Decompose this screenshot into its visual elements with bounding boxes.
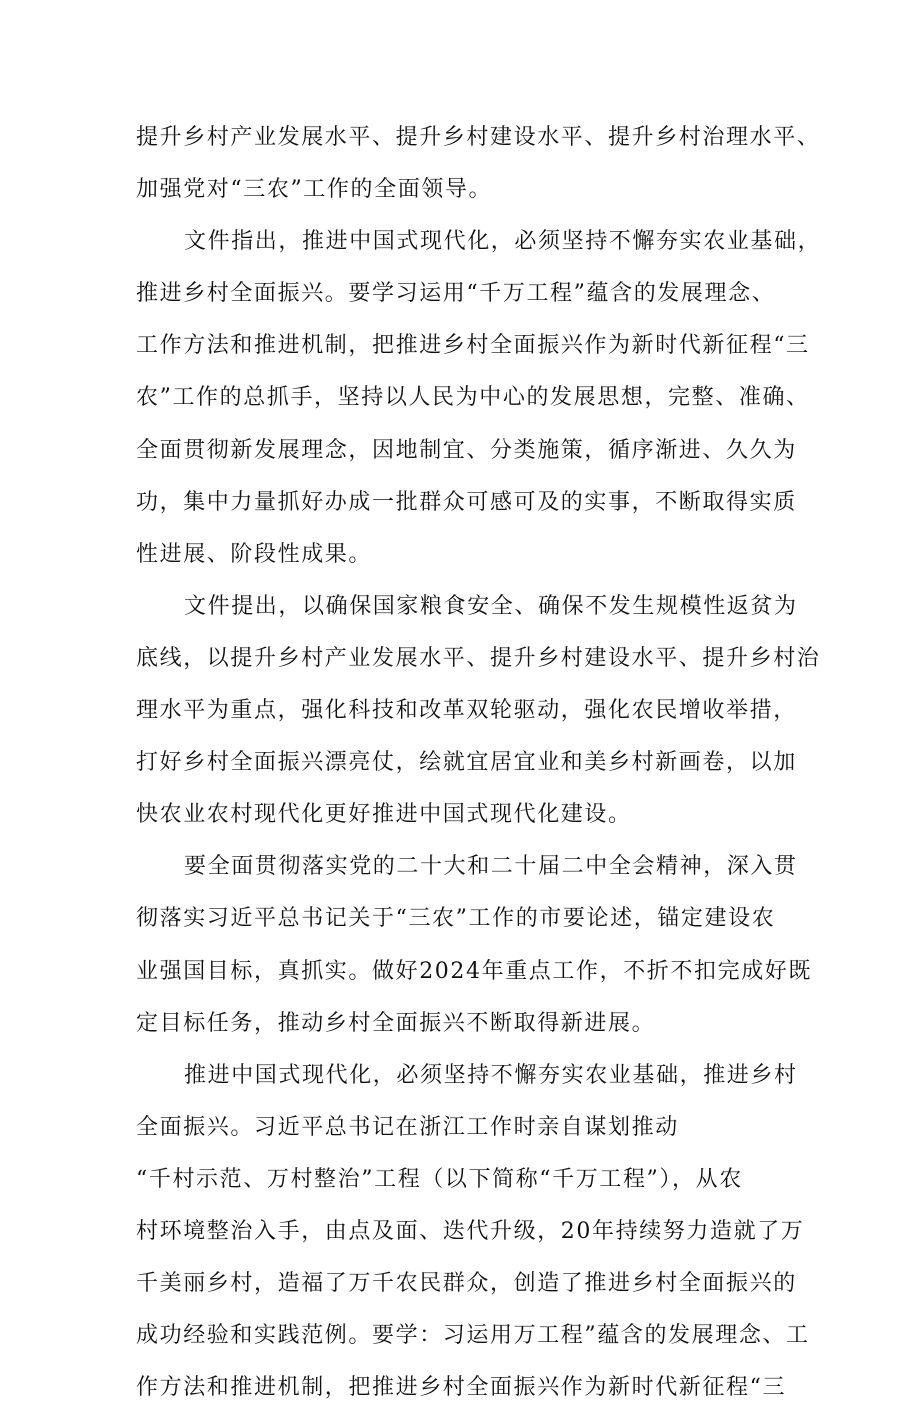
text-line: 成功经验和实践范例。要学：习运用万工程”蕴含的发展理念、工 <box>136 1323 810 1349</box>
text-line: 全面振兴。习近平总书记在浙江工作时亲自谋划推动 <box>136 1114 679 1140</box>
text-line: 工作方法和推进机制，把推进乡村全面振兴作为新时代新征程“三 <box>136 333 810 359</box>
text-line: 定目标任务，推动乡村全面振兴不断取得新进展。 <box>136 1010 656 1036</box>
text-line: 性进展、阶段性成果。 <box>136 541 373 567</box>
text-line: 农”工作的总抓手，坚持以人民为中心的发展思想，完整、准确、 <box>136 385 810 411</box>
text-line: 业强国目标，真抓实。做好2024年重点工作，不折不扣完成好既 <box>136 958 812 984</box>
paragraph-start-line: 要全面贯彻落实党的二十大和二十届二中全会精神，深入贯 <box>184 854 798 880</box>
text-line: 打好乡村全面振兴漂亮仗，绘就宜居宜业和美乡村新画卷，以加 <box>136 750 797 776</box>
text-line: 作方法和推进机制，把推进乡村全面振兴作为新时代新征程“三 <box>136 1375 787 1401</box>
text-line: 加强党对“三农”工作的全面领导。 <box>136 177 493 203</box>
text-line: 推进乡村全面振兴。要学习运用“千万工程”蕴含的发展理念、 <box>136 281 776 307</box>
text-line: 村环境整治入手，由点及面、迭代升级，20年持续努力造就了万 <box>136 1218 805 1244</box>
text-line: 提升乡村产业发展水平、提升乡村建设水平、提升乡村治理水平、 <box>136 125 821 150</box>
text-line: 全面贯彻新发展理念，因地制宜、分类施策，循序渐进、久久为 <box>136 437 797 463</box>
text-line: 彻落实习近平总书记关于“三农”工作的市要论述，锚定建设农 <box>136 906 776 932</box>
text-line: 底线，以提升乡村产业发展水平、提升乡村建设水平、提升乡村治 <box>136 645 821 671</box>
text-line: 功，集中力量抓好办成一批群众可感可及的实事，不断取得实质 <box>136 489 797 515</box>
paragraph-start-line: 文件提出，以确保国家粮食安全、确保不发生规模性返贫为 <box>184 593 798 619</box>
text-line: 理水平为重点，强化科技和改革双轮驱动，强化农民增收举措， <box>136 698 797 724</box>
paragraph-start-line: 文件指出，推进中国式现代化，必须坚持不懈夯实农业基础， <box>184 229 822 255</box>
document-body <box>136 112 822 1414</box>
text-line: “千村示范、万村整治”工程（以下简称“千万工程”），从农 <box>136 1166 743 1192</box>
paragraph-start-line: 推进中国式现代化，必须坚持不懈夯实农业基础，推进乡村 <box>184 1062 798 1088</box>
text-line: 快农业农村现代化更好推进中国式现代化建设。 <box>136 802 632 828</box>
text-line: 千美丽乡村，造福了万千农民群众，创造了推进乡村全面振兴的 <box>136 1271 797 1297</box>
